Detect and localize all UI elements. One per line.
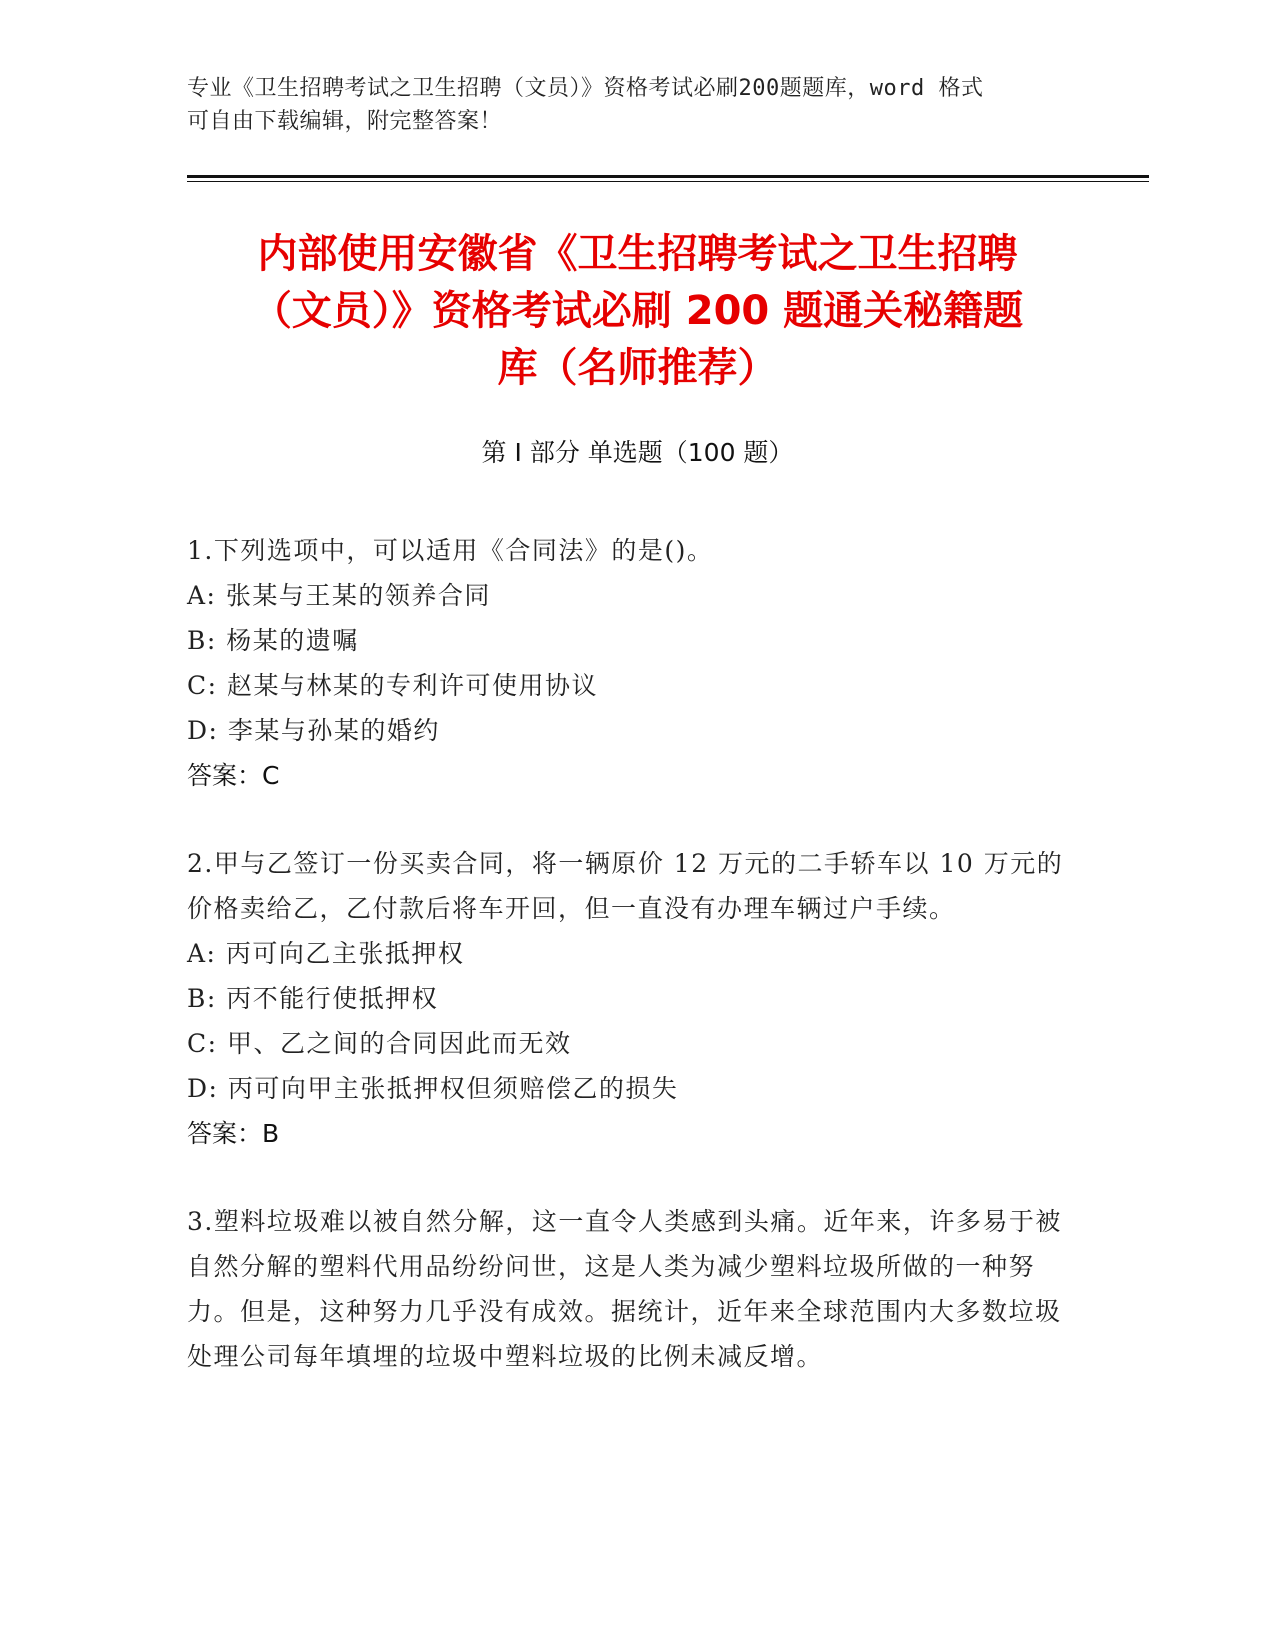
option-b: B: 丙不能行使抵押权 [187, 984, 439, 1013]
header-divider-thin [187, 181, 1149, 182]
question-text: 2.甲与乙签订一份买卖合同，将一辆原价 12 万元的二手轿车以 10 万元的价格卖给乙，乙付款后将车开回，但一直没有办理车辆过户手续。 [187, 849, 1064, 923]
question-list [187, 528, 1067, 1422]
option-a: A: 丙可向乙主张抵押权 [187, 939, 465, 968]
document-title-line-2: （文员）》资格考试必刷 200 题通关秘籍题 [251, 288, 1024, 334]
answer: 答案：C [187, 761, 280, 790]
document-title-line-3: 库（名师推荐） [497, 345, 778, 391]
header-divider-thick [187, 175, 1149, 178]
option-c: C: 甲、乙之间的合同因此而无效 [187, 1029, 572, 1058]
option-b: B: 杨某的遗嘱 [187, 626, 359, 655]
header-note-line-1: 专业《卫生招聘考试之卫生招聘（文员）》资格考试必刷200题题库，word 格式 [187, 76, 984, 101]
document-title [150, 226, 1125, 397]
question-3 [187, 1199, 1067, 1379]
question-2 [187, 841, 1067, 1156]
header-note-line-2: 可自由下载编辑，附完整答案！ [187, 109, 503, 134]
question-text: 1.下列选项中，可以适用《合同法》的是()。 [187, 536, 714, 565]
option-a: A: 张某与王某的领养合同 [187, 581, 491, 610]
option-c: C: 赵某与林某的专利许可使用协议 [187, 671, 598, 700]
section-title: 第 I 部分 单选题（100 题） [481, 438, 794, 467]
question-1 [187, 528, 1067, 798]
answer: 答案：B [187, 1119, 280, 1148]
option-d: D: 李某与孙某的婚约 [187, 716, 440, 745]
header-note [187, 72, 1067, 138]
document-title-line-1: 内部使用安徽省《卫生招聘考试之卫生招聘 [257, 231, 1018, 277]
question-text: 3.塑料垃圾难以被自然分解，这一直令人类感到头痛。近年来，许多易于被自然分解的塑料代用品纷纷问世，这是人类为减少塑料垃圾所做的一种努力。但是，这种努力几乎没有成效。据统计，近年来全球范围内大多数垃圾处理公司每年填埋的垃圾中塑料垃圾的比例未减反增。 [187, 1207, 1062, 1371]
option-d: D: 丙可向甲主张抵押权但须赔偿乙的损失 [187, 1074, 679, 1103]
